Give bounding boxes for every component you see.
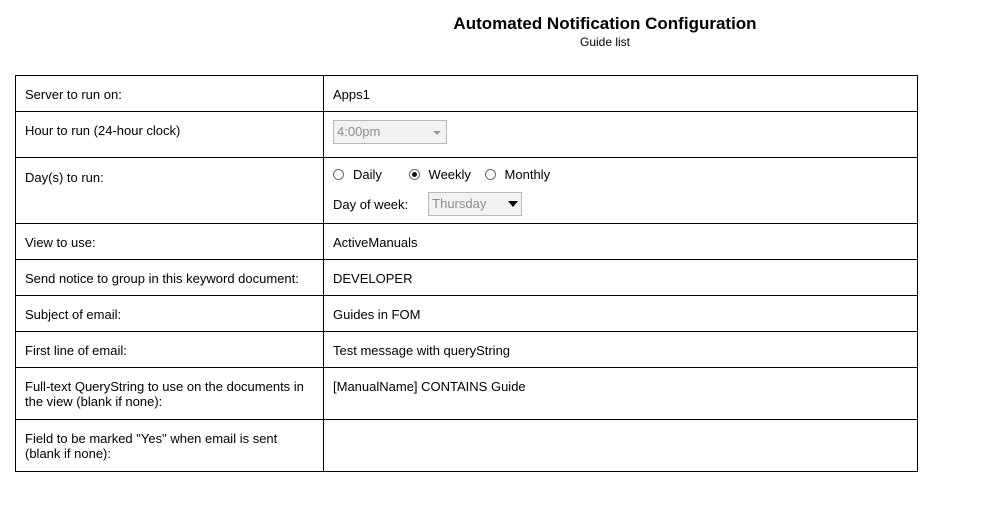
radio-monthly-label: Monthly bbox=[504, 167, 551, 182]
radio-button-icon[interactable] bbox=[485, 169, 496, 180]
view-value: ActiveManuals bbox=[324, 224, 918, 260]
config-form-table bbox=[15, 75, 918, 472]
page-title: Automated Notification Configuration bbox=[453, 14, 757, 33]
field-value bbox=[324, 420, 918, 472]
hour-cell bbox=[324, 112, 918, 158]
row-days bbox=[16, 158, 918, 224]
radio-daily[interactable] bbox=[333, 167, 382, 182]
row-group bbox=[16, 260, 918, 296]
days-cell bbox=[324, 158, 918, 224]
radio-button-icon[interactable] bbox=[333, 169, 344, 180]
day-of-week-label: Day of week: bbox=[333, 196, 409, 212]
day-of-week-row bbox=[333, 192, 908, 216]
radio-weekly[interactable] bbox=[409, 167, 471, 182]
frequency-radio-group bbox=[333, 167, 908, 183]
chevron-down-icon bbox=[433, 131, 441, 135]
row-view bbox=[16, 224, 918, 260]
row-first-line bbox=[16, 332, 918, 368]
day-of-week-select[interactable] bbox=[428, 192, 522, 216]
field-label: Field to be marked "Yes" when email is sent (blank if none): bbox=[16, 420, 324, 472]
days-label: Day(s) to run: bbox=[16, 158, 324, 224]
day-of-week-value: Thursday bbox=[432, 196, 487, 211]
radio-weekly-label: Weekly bbox=[428, 167, 471, 182]
dropdown-button[interactable] bbox=[503, 193, 521, 215]
query-label: Full-text QueryString to use on the documents in the view (blank if none): bbox=[16, 368, 324, 420]
group-label: Send notice to group in this keyword document: bbox=[16, 260, 324, 296]
view-label: View to use: bbox=[16, 224, 324, 260]
query-value: [ManualName] CONTAINS Guide bbox=[324, 368, 918, 420]
subject-label: Subject of email: bbox=[16, 296, 324, 332]
first-line-value: Test message with queryString bbox=[324, 332, 918, 368]
server-label: Server to run on: bbox=[16, 76, 324, 112]
row-subject bbox=[16, 296, 918, 332]
chevron-down-icon bbox=[508, 201, 518, 207]
radio-monthly[interactable] bbox=[485, 167, 551, 182]
server-value: Apps1 bbox=[324, 76, 918, 112]
page-header bbox=[0, 14, 986, 50]
group-value: DEVELOPER bbox=[324, 260, 918, 296]
page-subtitle: Guide list bbox=[579, 35, 631, 49]
hour-select[interactable] bbox=[333, 120, 447, 144]
row-field bbox=[16, 420, 918, 472]
row-server bbox=[16, 76, 918, 112]
hour-label: Hour to run (24-hour clock) bbox=[16, 112, 324, 158]
subject-value: Guides in FOM bbox=[324, 296, 918, 332]
first-line-label: First line of email: bbox=[16, 332, 324, 368]
row-hour bbox=[16, 112, 918, 158]
radio-daily-label: Daily bbox=[353, 167, 382, 182]
radio-button-checked-icon[interactable] bbox=[409, 169, 420, 180]
hour-select-value: 4:00pm bbox=[337, 124, 381, 139]
row-query bbox=[16, 368, 918, 420]
